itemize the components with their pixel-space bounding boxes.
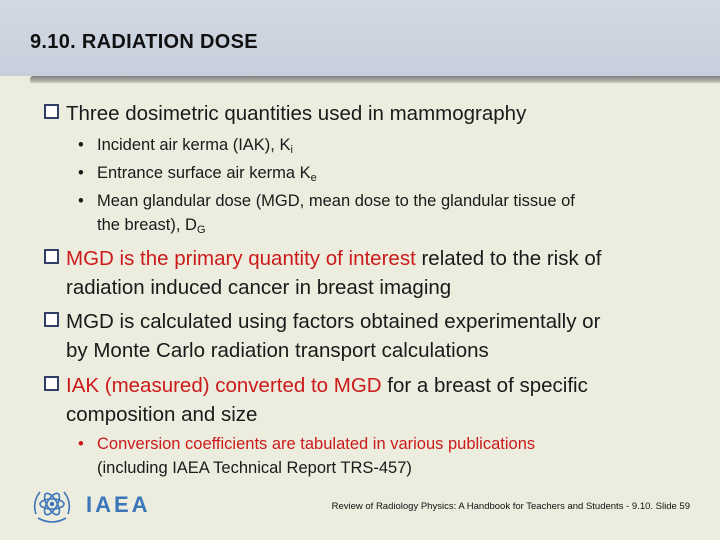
sub-bullet-mgd: • Mean glandular dose (MGD, mean dose to the glandular tissue of the breast), $D_G$ (78, 189, 575, 237)
checkbox-bullet-icon (44, 376, 59, 391)
checkbox-bullet-icon (44, 312, 59, 327)
checkbox-bullet-icon (44, 249, 59, 264)
sub-bullet-iak: • Incident air kerma (IAK), $K_i$ (78, 133, 293, 157)
bullet-mgd-calculated: MGD is calculated using factors obtained experimentally or by Monte Carlo radiation transport calculations (44, 307, 600, 365)
iaea-atom-logo-icon (28, 484, 76, 528)
bullet-dosimetric-quantities: Three dosimetric quantities used in mammography (44, 99, 526, 128)
bullet-dot-icon: • (78, 164, 84, 182)
header-divider (30, 76, 720, 84)
sub-bullet-entrance-surface: • Entrance surface air kerma $K_e$ (78, 161, 317, 185)
checkbox-bullet-icon (44, 104, 59, 119)
bullet-dot-icon: • (78, 136, 84, 154)
sub-bullet-conversion-coefficients: • Conversion coefficients are tabulated in various publications (including IAEA Technical Report TRS-457) (78, 432, 535, 480)
footer-citation: Review of Radiology Physics: A Handbook for Teachers and Students - 9.10. Slide 59 (331, 501, 690, 512)
bullet-mgd-primary: MGD is the primary quantity of interest related to the risk of radiation induced cancer in breast imaging (44, 244, 602, 302)
bullet-dot-icon: • (78, 435, 84, 453)
bullet-iak-converted: IAK (measured) converted to MGD for a breast of specific composition and size (44, 371, 588, 429)
iaea-wordmark: IAEA (86, 492, 151, 517)
bullet-dot-icon: • (78, 192, 84, 210)
slide-header (0, 0, 720, 76)
slide-title: 9.10. RADIATION DOSE (30, 31, 258, 53)
